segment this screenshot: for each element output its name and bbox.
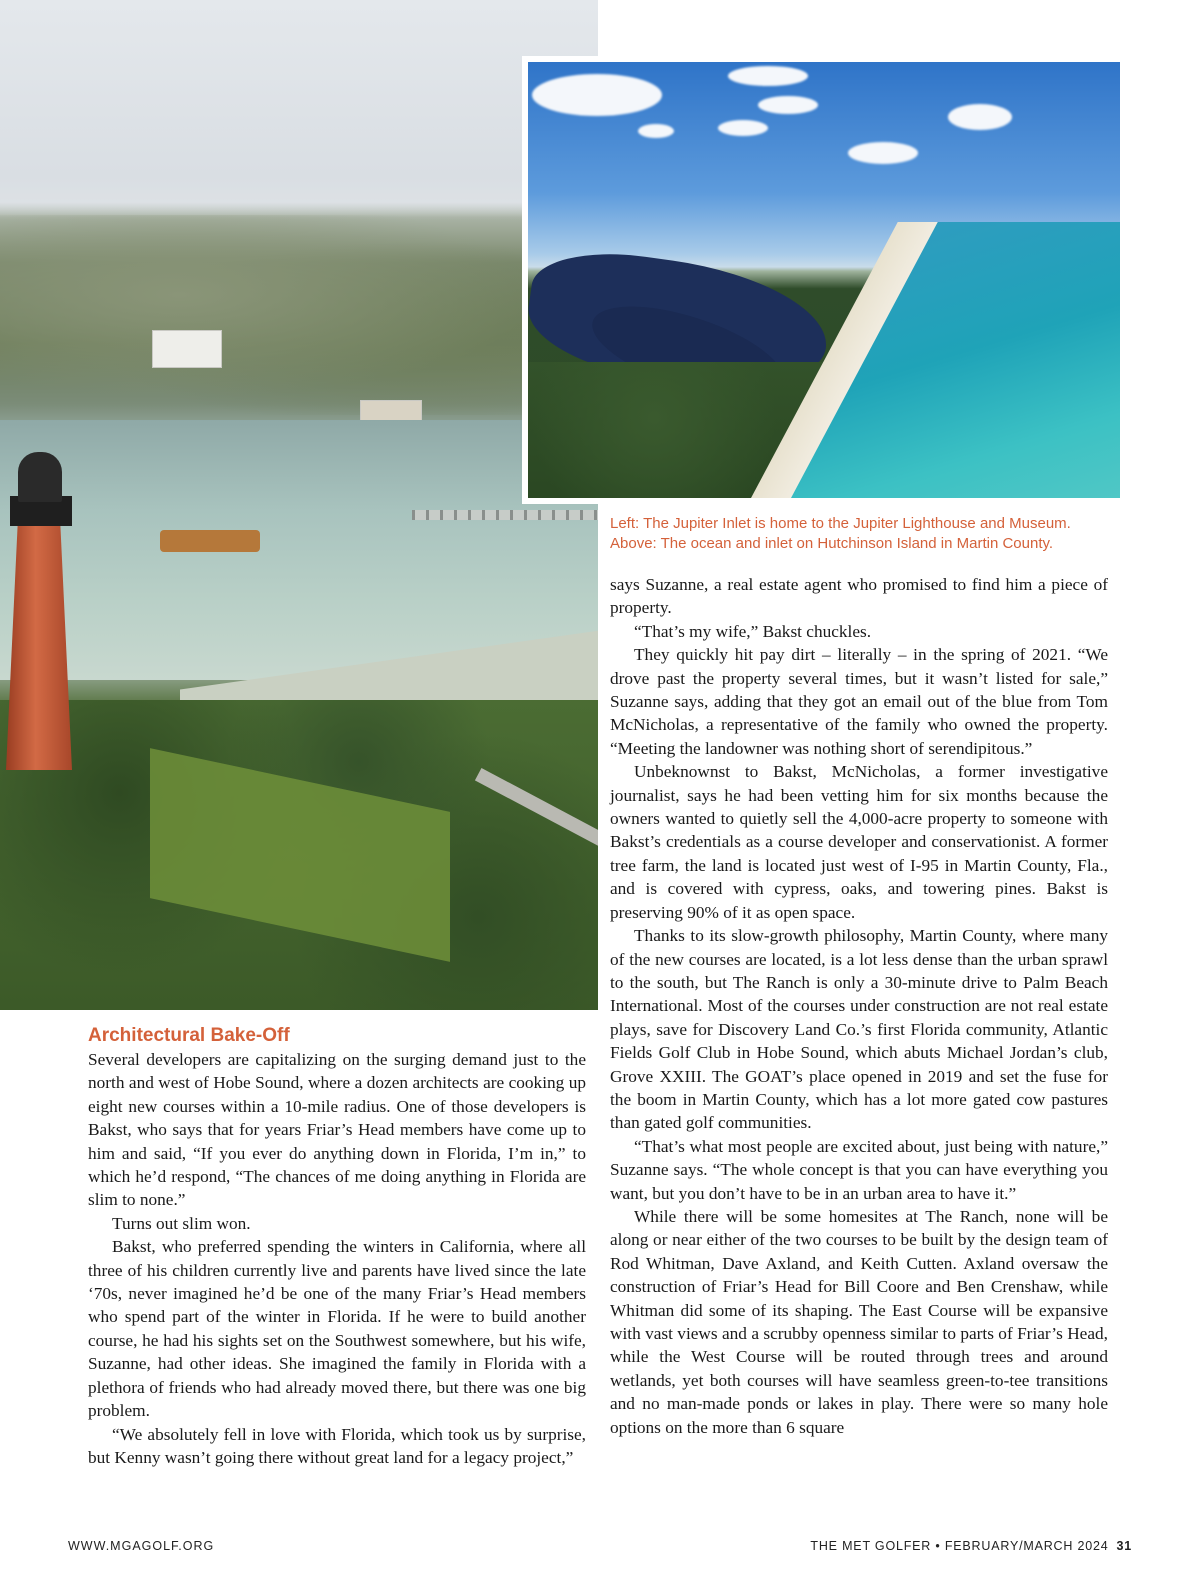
- cloud: [718, 120, 768, 136]
- section-subhead: Architectural Bake-Off: [88, 1025, 290, 1046]
- cloud: [638, 124, 674, 138]
- hutchinson-island-photo: [528, 62, 1120, 498]
- paragraph: They quickly hit pay dirt – literally – in the spring of 2021. “We drove past the property several times, but it wasn’t listed for sale,” Suzanne says, adding that they got an email out of the blue from Tom McNicholas, a representative of the family who owned the property. “Meeting the landowner was nothing short of serendipitous.”: [610, 645, 1108, 758]
- caption-above: Above: The ocean and inlet on Hutchinson Island in Martin County.: [610, 535, 1054, 552]
- footer-issue: THE MET GOLFER • FEBRUARY/MARCH 2024: [810, 1539, 1109, 1553]
- cloud: [728, 66, 808, 86]
- paragraph: Unbeknownst to Bakst, McNicholas, a former investigative journalist, says he had been vetting him for six months because the owners wanted to quietly sell the 4,000-acre property to someone with Bakst’s credentials as a course developer and conservationist. A former tree farm, the land is located just west of I-95 in Martin County, Fla., and is covered with cypress, oaks, and towering pines. Bakst is preserving 90% of it as open space.: [610, 762, 1108, 922]
- barge: [160, 530, 260, 552]
- paragraph: says Suzanne, a real estate agent who promised to find him a piece of property.: [610, 575, 1108, 618]
- paragraph: “We absolutely fell in love with Florida, which took us by surprise, but Kenny wasn’t going there without great land for a legacy project,”: [88, 1424, 586, 1467]
- paragraph: “That’s what most people are excited about, just being with nature,” Suzanne says. “The whole concept is that you can have everything you want, but you don’t have to be in an urban area to have it.”: [610, 1136, 1108, 1203]
- hutchinson-island-photo-frame: [522, 56, 1126, 504]
- paragraph: While there will be some homesites at The Ranch, none will be along or near either of the two courses to be built by the design team of Rod Whitman, Dave Axland, and Keith Cutten. Axland oversaw the construction of Friar’s Head for Bill Coore and Ben Crenshaw, while Whitman did some of its shaping. The East Course will be expansive with vast views and a scrubby openness similar to parts of Friar’s Head, while the West Course will be routed through trees and around wetlands, yet both courses will have seamless green-to-tee transitions and no man-made ponds or lakes in play. There were so many hole options on the more than 6 square: [610, 1206, 1108, 1437]
- footer-website: WWW.MGAGOLF.ORG: [68, 1539, 215, 1553]
- page-number: 31: [1116, 1539, 1132, 1553]
- sky-haze: [0, 0, 598, 220]
- paragraph: Turns out slim won.: [112, 1213, 251, 1233]
- photo-caption: [610, 514, 1150, 554]
- town-area: [0, 215, 598, 415]
- paragraph: Bakst, who preferred spending the winters in California, where all three of his children currently live and parents have lived since the late ‘70s, never imagined he’d be one of the many Friar’s Head members who spend part of the winter in Florida. If he were to build another course, he had his sights set on the Southwest somewhere, but his wife, Suzanne, had other ideas. She imagined the family in Florida with a plethora of friends who had already moved there, but there was one big problem.: [88, 1237, 586, 1421]
- inlet-water: [0, 420, 598, 680]
- lighthouse-lantern: [18, 452, 62, 502]
- cloud: [758, 96, 818, 114]
- right-column: [610, 573, 1108, 1439]
- caption-left: Left: The Jupiter Inlet is home to the Jupiter Lighthouse and Museum.: [610, 515, 1071, 532]
- paragraph: Several developers are capitalizing on the surging demand just to the north and west of Hobe Sound, where a dozen architects are cooking up eight new courses within a 10-mile radius. One of those developers is Bakst, who says that for years Friar’s Head members have come up to him and said, “If you ever do anything down in Florida, I’m in,” to which he’d respond, “The chances of me doing anything in Florida are slim to none.”: [88, 1050, 586, 1210]
- cloud: [532, 74, 662, 116]
- cloud: [848, 142, 918, 164]
- footer-publication: [810, 1539, 1132, 1553]
- pier: [412, 510, 598, 520]
- jupiter-inlet-photo: [0, 0, 598, 1010]
- cloud: [948, 104, 1012, 130]
- paragraph: “That’s my wife,” Bakst chuckles.: [634, 621, 872, 641]
- left-column: [88, 1048, 586, 1469]
- office-building: [152, 330, 222, 368]
- paragraph: Thanks to its slow-growth philosophy, Martin County, where many of the new courses are located, is a lot less dense than the urban sprawl to the south, but The Ranch is only a 30-minute drive to Palm Beach International. Most of the courses under construction are not real estate plays, save for Discovery Land Co.’s first Florida community, Atlantic Fields Golf Club in Hobe Sound, which abuts Michael Jordan’s club, Grove XXIII. The GOAT’s place opened in 2019 and set the fuse for the boom in Martin County, which has a lot more gated cow pastures than gated golf communities.: [610, 926, 1108, 1133]
